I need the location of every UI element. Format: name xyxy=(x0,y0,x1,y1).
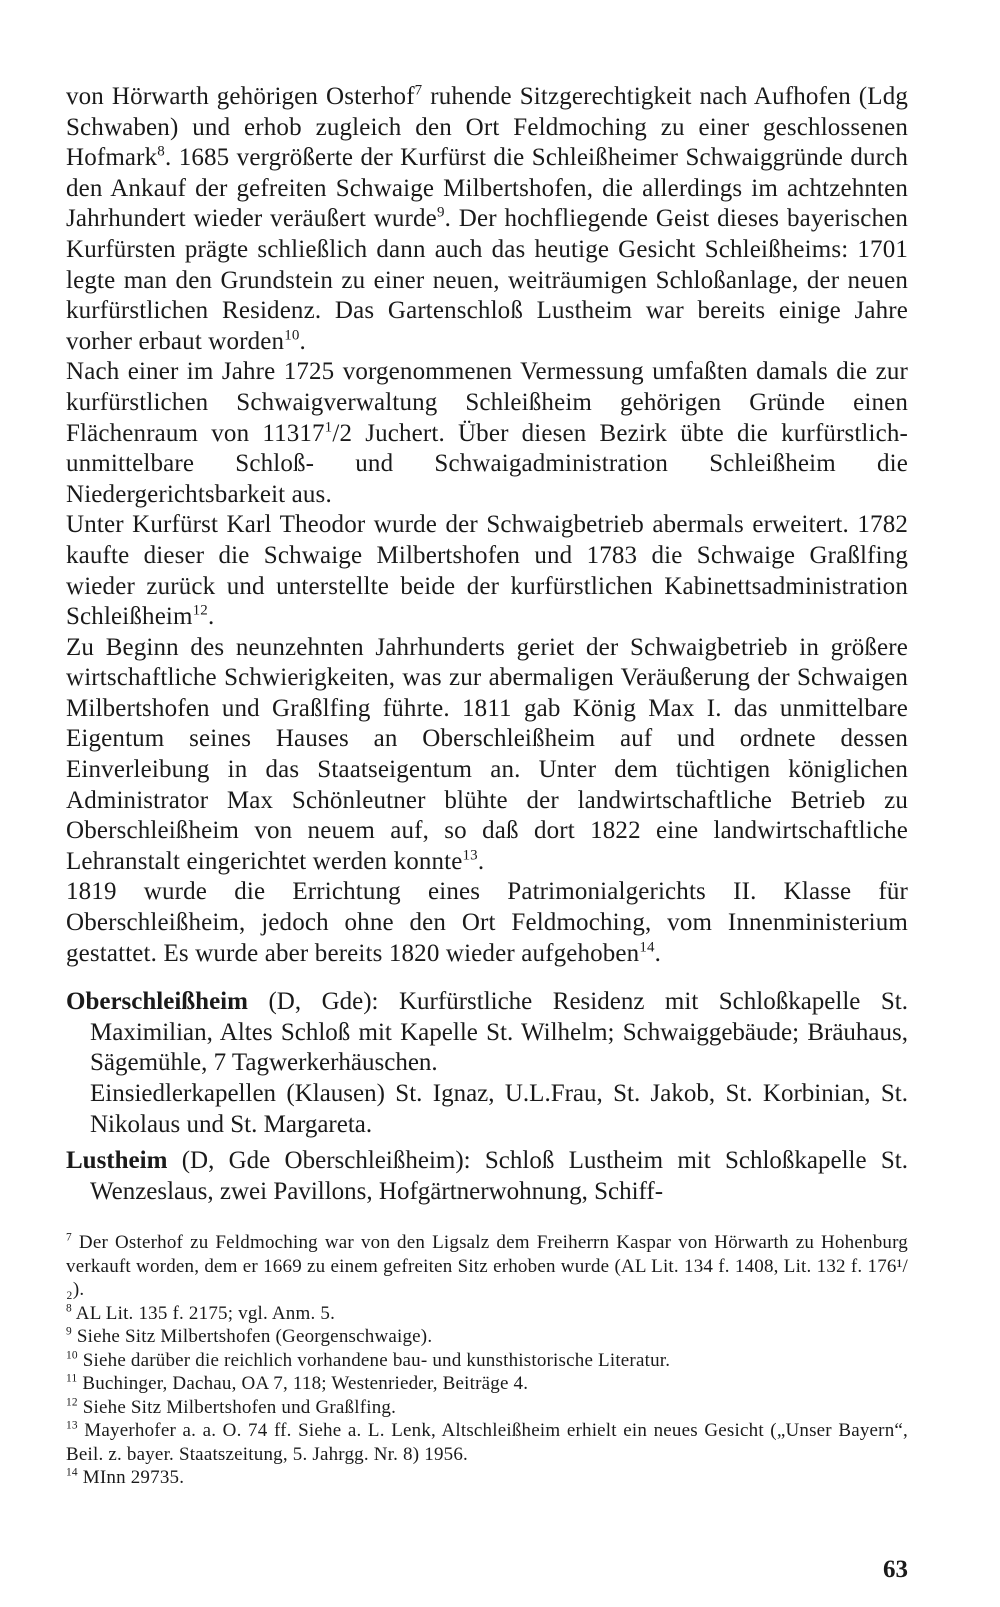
footnote xyxy=(66,1302,908,1326)
footnote-number: 10 xyxy=(66,1349,78,1362)
footnote-ref: 13 xyxy=(462,847,478,864)
footnote-text: Siehe Sitz Milbertshofen (Georgenschwaige). xyxy=(71,1326,433,1348)
footnote xyxy=(66,1396,908,1420)
footnotes xyxy=(66,1231,908,1490)
footnote-text: MInn 29735. xyxy=(77,1467,185,1489)
footnote-number: 9 xyxy=(66,1326,72,1339)
footnote xyxy=(66,1349,908,1373)
footnote-text: Siehe Sitz Milbertshofen und Graßlfing. xyxy=(77,1396,397,1418)
book-page xyxy=(66,82,908,1490)
footnote-number: 13 xyxy=(66,1420,78,1433)
text-run: Unter Kurfürst Karl Theodor wurde der Schwaigbetrieb abermals erweitert. 1782 kaufte dieser die Schwaige Milbertshofen und 1783 die Schwaige Graßlfing wieder zurück und unterstellte beide der kurfürstlichen Kabinettsadministration Schleißheim xyxy=(66,511,908,631)
footnote-number: 14 xyxy=(66,1467,78,1480)
footnote-text: Mayerhofer a. a. O. 74 ff. Siehe a. L. Lenk, Altschleißheim erhielt ein neues Gesicht („Unser Bayern“, Beil. z. bayer. Staatszeitung, 5. Jahrgg. Nr. 8) 1956. xyxy=(66,1420,908,1465)
place-entry xyxy=(66,1146,908,1207)
text-run: Nach einer im Jahre 1725 vorgenommenen Vermessung umfaßten damals die zur kurfürstlichen Schwaigverwaltung Schleißheim gehörigen Gründe einen Flächenraum von 11317 xyxy=(66,358,908,447)
place-description: (D, Gde Oberschleißheim): Schloß Lustheim mit Schloßkapelle St. Wenzeslaus, zwei Pavillons, Hofgärtnerwohnung, Schiff- xyxy=(90,1147,908,1205)
paragraph xyxy=(66,877,908,969)
text-run: . xyxy=(207,603,215,631)
text-run: . xyxy=(654,939,662,967)
footnote-ref: 9 xyxy=(436,205,445,222)
text-run: Zu Beginn des neunzehnten Jahrhunderts geriet der Schwaigbetrieb in größere wirtschaftliche Schwierigkeiten, was zur abermaligen Veräußerung der Schwaigen Milbertshofen und Graßlfing führte. 1811 gab König Max I. das unmittelbare Eigentum seines Hauses an Oberschleißheim auf und ordnete dessen Einverleibung in das Staatseigentum an. Unter dem tüchtigen königlichen Administrator Max Schönleutner blühte der landwirtschaftliche Betrieb zu Oberschleißheim von neuem auf, so daß dort 1822 eine landwirtschaftliche Lehranstalt eingerichtet werden konnte xyxy=(66,633,908,875)
footnote-number: 8 xyxy=(66,1302,72,1315)
footnote-text: AL Lit. 135 f. 2175; vgl. Anm. 5. xyxy=(71,1302,336,1324)
text-run: . Der hochfliegende Geist dieses bayerischen Kurfürsten prägte schließlich dann auch das heutige Gesicht Schleißheims: 1701 legte man den Grundstein zu einer neuen, weiträumigen Schloßanlage, der neuen kurfürstlichen Residenz. Das Gartenschloß Lustheim war bereits einige Jahre vorher erbaut worden xyxy=(66,205,908,355)
text-run: ruhende Sitzgerechtigkeit nach Aufhofen (Ldg Schwaben) und erhob zugleich den Ort Feldmoching zu einer geschlossenen Hofmark xyxy=(66,83,908,172)
footnote-text: Der Osterhof zu Feldmoching war von den Ligsalz dem Freiherrn Kaspar von Hörwarth zu Hohenburg verkauft worden, dem er 1669 zu einem gefreiten Sitz erhoben wurde (AL Lit. 134 f. 1408, Lit. 132 f. 176¹/₂). xyxy=(66,1232,908,1301)
footnote-ref: 10 xyxy=(284,327,300,344)
text-run: 1819 wurde die Errichtung eines Patrimonialgerichts II. Klasse für Oberschleißheim, jedoch ohne den Ort Feldmoching, vom Innenministerium gestattet. Es wurde aber bereits 1820 wieder aufgehoben xyxy=(66,878,908,967)
footnote xyxy=(66,1325,908,1349)
footnote-text: Siehe darüber die reichlich vorhandene bau- und kunsthistorische Literatur. xyxy=(77,1349,671,1371)
footnote-ref: 7 xyxy=(414,82,423,99)
text-run: . xyxy=(299,327,306,355)
paragraph xyxy=(66,82,908,357)
place-name: Oberschleißheim xyxy=(66,988,248,1016)
footnote-text: Buchinger, Dachau, OA 7, 118; Westenrieder, Beiträge 4. xyxy=(77,1373,529,1395)
place-subentry: Einsiedlerkapellen (Klausen) St. Ignaz, U.L.Frau, St. Jakob, St. Korbinian, St. Nikolaus und St. Margareta. xyxy=(90,1080,908,1138)
text-run: / xyxy=(332,419,340,447)
place-name: Lustheim xyxy=(66,1147,168,1175)
paragraph xyxy=(66,510,908,632)
text-run: . xyxy=(477,847,485,875)
footnote-ref: 14 xyxy=(639,939,655,956)
text-run: 2 Juchert. Über diesen Bezirk übte die kurfürstlich-unmittelbare Schloß- und Schwaigadministration Schleißheim die Niedergerichtsbarkeit aus. xyxy=(66,419,908,508)
text-run: . 1685 vergrößerte der Kurfürst die Schleißheimer Schwaiggründe durch den Ankauf der gefreiten Schwaige Milbertshofen, die allerdings im achtzehnten Jahrhundert wieder veräußert wurde xyxy=(66,144,908,233)
paragraph xyxy=(66,357,908,510)
place-description: (D, Gde): Kurfürstliche Residenz mit Schloßkapelle St. Maximilian, Altes Schloß mit Kapelle St. Wilhelm; Schwaiggebäude; Bräuhaus, Sägemühle, 7 Tagwerkerhäuschen. xyxy=(90,988,908,1077)
footnote xyxy=(66,1231,908,1302)
footnote-number: 11 xyxy=(66,1373,78,1386)
text-run: von Hörwarth gehörigen Osterhof xyxy=(66,83,415,110)
footnote xyxy=(66,1372,908,1396)
page-number: 63 xyxy=(883,1556,908,1583)
footnote xyxy=(66,1419,908,1466)
footnote xyxy=(66,1466,908,1490)
paragraph xyxy=(66,633,908,878)
footnote-ref: 8 xyxy=(157,143,165,160)
footnote-number: 12 xyxy=(66,1396,78,1409)
footnote-ref: 12 xyxy=(192,602,208,619)
place-entries xyxy=(66,987,908,1207)
body-text xyxy=(66,82,908,969)
footnote-ref: 1 xyxy=(324,419,333,436)
footnote-number: 7 xyxy=(66,1232,72,1245)
place-entry xyxy=(66,987,908,1140)
